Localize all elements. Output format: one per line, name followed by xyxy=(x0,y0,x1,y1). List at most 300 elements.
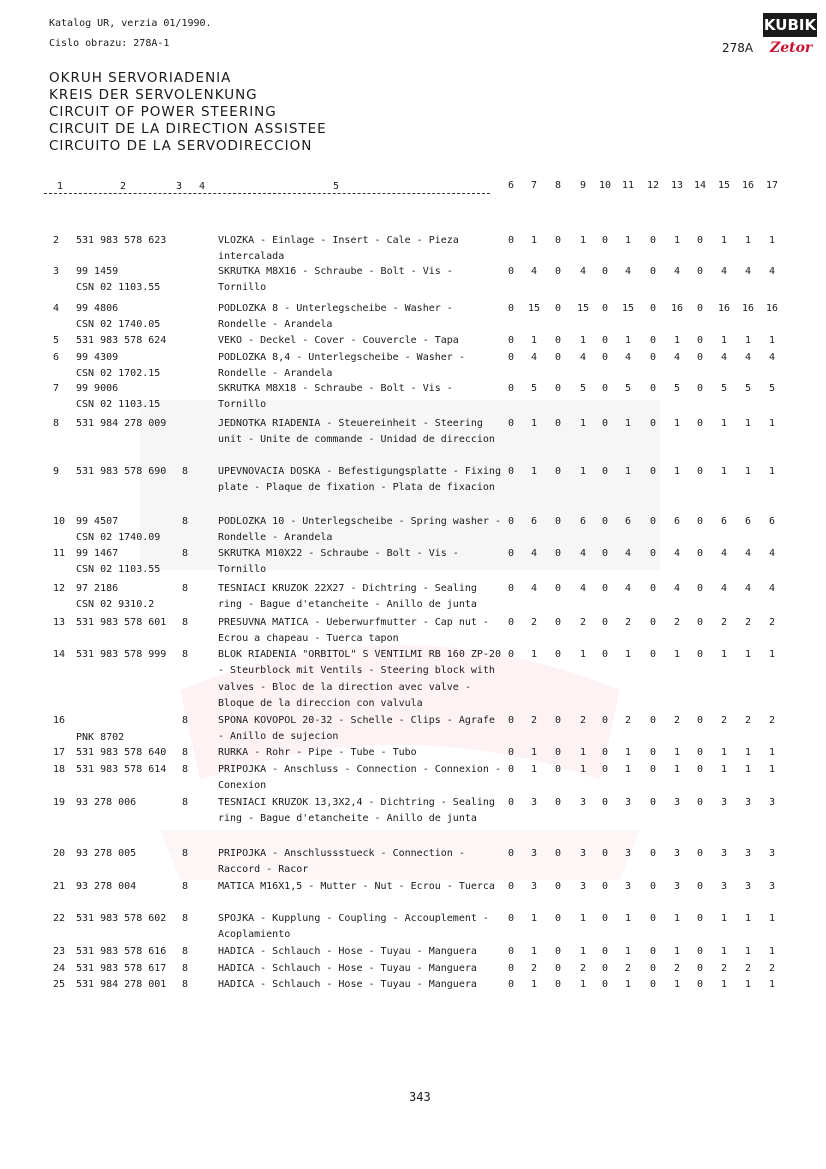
qty-cell: 2 xyxy=(720,715,728,726)
part-standard: CSN 02 1103.15 xyxy=(76,399,161,410)
qty-cell: 0 xyxy=(696,266,704,277)
qty-cell: 0 xyxy=(649,383,657,394)
qty-cell: 3 xyxy=(768,881,776,892)
qty-cell: 16 xyxy=(717,303,731,314)
qty-cell: 1 xyxy=(624,466,632,477)
qty-cell: 3 xyxy=(720,848,728,859)
part-number: 531 983 578 999 xyxy=(76,649,167,660)
qty-header-15: 15 xyxy=(717,180,731,191)
qty-cell: 3 xyxy=(720,881,728,892)
part-number: 97 2186 xyxy=(76,583,119,594)
qty-cell: 4 xyxy=(673,266,681,277)
title-fr: CIRCUIT DE LA DIRECTION ASSISTEE xyxy=(49,121,327,137)
qty-cell: 0 xyxy=(554,649,562,660)
qty-cell: 1 xyxy=(744,649,752,660)
qty-cell: 1 xyxy=(530,747,538,758)
qty-cell: 5 xyxy=(530,383,538,394)
qty-cell: 3 xyxy=(530,848,538,859)
qty-cell: 0 xyxy=(507,617,515,628)
qty-cell: 0 xyxy=(696,979,704,990)
part-number: 531 983 578 614 xyxy=(76,764,167,775)
part-description: TESNIACI KRUZOK 13,3X2,4 - Dichtring - Sealing ring - Bague d'etancheite - Anillo de junta xyxy=(218,797,495,825)
qty-cell: 1 xyxy=(744,235,752,246)
qty-cell: 1 xyxy=(624,235,632,246)
part-number: 531 983 578 640 xyxy=(76,747,167,758)
qty-cell: 0 xyxy=(649,235,657,246)
qty-cell: 0 xyxy=(507,516,515,527)
part-description: VEKO - Deckel - Cover - Couvercle - Tapa xyxy=(218,335,459,346)
qty-cell: 0 xyxy=(507,418,515,429)
part-standard: PNK 8702 xyxy=(76,732,125,743)
qty-cell: 1 xyxy=(768,466,776,477)
qty-cell: 4 xyxy=(579,548,587,559)
qty-cell: 1 xyxy=(624,979,632,990)
qty-cell: 0 xyxy=(507,715,515,726)
part-standard: CSN 02 1103.55 xyxy=(76,564,161,575)
qty-cell: 1 xyxy=(720,913,728,924)
qty-cell: 2 xyxy=(579,715,587,726)
header-rule xyxy=(44,193,490,194)
qty-cell: 1 xyxy=(720,747,728,758)
catalog-group: 8 xyxy=(182,747,189,758)
qty-cell: 0 xyxy=(696,418,704,429)
ref-number: 3 xyxy=(53,266,60,277)
qty-cell: 5 xyxy=(744,383,752,394)
qty-cell: 1 xyxy=(673,946,681,957)
catalog-group: 8 xyxy=(182,913,189,924)
qty-cell: 4 xyxy=(530,548,538,559)
qty-header-7: 7 xyxy=(530,180,538,191)
image-number: Cislo obrazu: 278A-1 xyxy=(49,38,170,49)
qty-cell: 1 xyxy=(624,649,632,660)
qty-cell: 0 xyxy=(696,946,704,957)
qty-cell: 2 xyxy=(744,617,752,628)
qty-cell: 1 xyxy=(579,946,587,957)
qty-cell: 0 xyxy=(601,516,609,527)
qty-cell: 1 xyxy=(673,913,681,924)
part-description: MATICA M16X1,5 - Mutter - Nut - Ecrou - Tuerca xyxy=(218,881,495,892)
qty-cell: 0 xyxy=(649,979,657,990)
part-number: 531 983 578 690 xyxy=(76,466,167,477)
qty-cell: 2 xyxy=(720,617,728,628)
qty-cell: 3 xyxy=(673,881,681,892)
catalog-group: 8 xyxy=(182,963,189,974)
qty-cell: 0 xyxy=(649,764,657,775)
qty-cell: 0 xyxy=(601,548,609,559)
part-number: 531 983 578 602 xyxy=(76,913,167,924)
qty-cell: 5 xyxy=(579,383,587,394)
qty-cell: 1 xyxy=(530,649,538,660)
qty-cell: 1 xyxy=(530,946,538,957)
part-description: RURKA - Rohr - Pipe - Tube - Tubo xyxy=(218,747,417,758)
qty-cell: 16 xyxy=(670,303,684,314)
qty-cell: 0 xyxy=(649,747,657,758)
qty-cell: 0 xyxy=(696,848,704,859)
qty-cell: 0 xyxy=(601,881,609,892)
qty-cell: 4 xyxy=(768,583,776,594)
catalog-group: 8 xyxy=(182,946,189,957)
qty-cell: 5 xyxy=(624,383,632,394)
qty-cell: 0 xyxy=(507,335,515,346)
qty-cell: 2 xyxy=(624,963,632,974)
qty-cell: 1 xyxy=(530,979,538,990)
qty-cell: 0 xyxy=(696,881,704,892)
qty-cell: 1 xyxy=(579,764,587,775)
qty-cell: 0 xyxy=(601,418,609,429)
qty-cell: 0 xyxy=(601,583,609,594)
part-description: BLOK RIADENIA "ORBITOL" S VENTILMI RB 160 ZP-20 - Steurblock mit Ventils - Steering block with valves - Bloc de la direction avec valve - Bloque de la direccion con valvula xyxy=(218,649,501,709)
qty-cell: 1 xyxy=(744,979,752,990)
catalog-group: 8 xyxy=(182,715,189,726)
qty-cell: 3 xyxy=(624,881,632,892)
part-standard: CSN 02 1702.15 xyxy=(76,368,161,379)
part-number: 99 4806 xyxy=(76,303,119,314)
qty-cell: 4 xyxy=(530,583,538,594)
qty-cell: 0 xyxy=(696,383,704,394)
qty-cell: 2 xyxy=(768,715,776,726)
qty-cell: 0 xyxy=(554,715,562,726)
part-description: HADICA - Schlauch - Hose - Tuyau - Manguera xyxy=(218,979,477,990)
qty-cell: 0 xyxy=(554,418,562,429)
qty-cell: 1 xyxy=(624,335,632,346)
qty-cell: 2 xyxy=(673,617,681,628)
qty-cell: 4 xyxy=(744,548,752,559)
qty-cell: 0 xyxy=(601,848,609,859)
qty-cell: 0 xyxy=(696,303,704,314)
qty-cell: 5 xyxy=(720,383,728,394)
part-standard: CSN 02 9310.2 xyxy=(76,599,155,610)
qty-cell: 0 xyxy=(507,548,515,559)
ref-number: 16 xyxy=(53,715,66,726)
qty-cell: 1 xyxy=(768,946,776,957)
qty-cell: 0 xyxy=(554,266,562,277)
qty-cell: 2 xyxy=(530,715,538,726)
qty-cell: 2 xyxy=(673,963,681,974)
qty-cell: 1 xyxy=(530,466,538,477)
part-description: PRIPOJKA - Anschlussstueck - Connection - Raccord - Racor xyxy=(218,848,465,876)
part-description: PRESUVNA MATICA - Ueberwurfmutter - Cap nut - Ecrou a chapeau - Tuerca tapon xyxy=(218,617,489,645)
qty-cell: 0 xyxy=(601,764,609,775)
qty-cell: 1 xyxy=(579,649,587,660)
qty-cell: 3 xyxy=(744,797,752,808)
qty-cell: 0 xyxy=(601,352,609,363)
qty-cell: 0 xyxy=(649,797,657,808)
qty-cell: 1 xyxy=(744,747,752,758)
qty-cell: 3 xyxy=(673,797,681,808)
qty-cell: 2 xyxy=(624,715,632,726)
ref-number: 9 xyxy=(53,466,60,477)
qty-cell: 2 xyxy=(579,963,587,974)
ref-number: 4 xyxy=(53,303,60,314)
qty-cell: 0 xyxy=(601,383,609,394)
qty-cell: 0 xyxy=(507,913,515,924)
catalog-group: 8 xyxy=(182,466,189,477)
ref-number: 11 xyxy=(53,548,66,559)
qty-cell: 0 xyxy=(507,979,515,990)
qty-cell: 0 xyxy=(601,303,609,314)
qty-cell: 0 xyxy=(696,913,704,924)
qty-cell: 1 xyxy=(720,946,728,957)
qty-cell: 0 xyxy=(696,649,704,660)
qty-cell: 0 xyxy=(601,747,609,758)
part-number: 93 278 006 xyxy=(76,797,137,808)
part-number: 531 983 578 616 xyxy=(76,946,167,957)
qty-cell: 1 xyxy=(744,466,752,477)
part-description: HADICA - Schlauch - Hose - Tuyau - Manguera xyxy=(218,963,477,974)
figure-reference: 278A xyxy=(722,41,754,55)
catalog-group: 8 xyxy=(182,979,189,990)
qty-cell: 0 xyxy=(554,881,562,892)
qty-cell: 0 xyxy=(507,583,515,594)
part-description: HADICA - Schlauch - Hose - Tuyau - Manguera xyxy=(218,946,477,957)
qty-cell: 4 xyxy=(579,352,587,363)
qty-cell: 1 xyxy=(768,235,776,246)
qty-cell: 1 xyxy=(579,418,587,429)
qty-cell: 3 xyxy=(530,881,538,892)
qty-cell: 15 xyxy=(576,303,590,314)
part-description: PRIPOJKA - Anschluss - Connection - Connexion - Conexion xyxy=(218,764,501,792)
qty-cell: 0 xyxy=(696,335,704,346)
qty-cell: 0 xyxy=(507,235,515,246)
qty-cell: 0 xyxy=(649,516,657,527)
qty-cell: 0 xyxy=(696,797,704,808)
qty-cell: 6 xyxy=(624,516,632,527)
zetor-logo: Zetor xyxy=(770,40,813,56)
qty-cell: 0 xyxy=(601,715,609,726)
col-header-3: 3 xyxy=(176,181,183,192)
catalog-version: Katalog UR, verzia 01/1990. xyxy=(49,18,212,29)
qty-cell: 1 xyxy=(720,979,728,990)
qty-cell: 1 xyxy=(744,335,752,346)
part-description: SKRUTKA M8X16 - Schraube - Bolt - Vis - Tornillo xyxy=(218,266,453,294)
qty-cell: 0 xyxy=(601,617,609,628)
qty-cell: 4 xyxy=(768,548,776,559)
qty-cell: 3 xyxy=(744,881,752,892)
catalog-group: 8 xyxy=(182,516,189,527)
title-sk: OKRUH SERVORIADENIA xyxy=(49,70,232,86)
qty-cell: 4 xyxy=(768,352,776,363)
qty-cell: 0 xyxy=(507,649,515,660)
qty-cell: 4 xyxy=(624,352,632,363)
qty-cell: 0 xyxy=(649,303,657,314)
qty-cell: 0 xyxy=(649,946,657,957)
qty-cell: 2 xyxy=(720,963,728,974)
qty-cell: 0 xyxy=(601,797,609,808)
qty-cell: 0 xyxy=(696,466,704,477)
qty-cell: 1 xyxy=(624,747,632,758)
qty-cell: 16 xyxy=(741,303,755,314)
qty-cell: 4 xyxy=(673,583,681,594)
qty-cell: 0 xyxy=(696,747,704,758)
qty-cell: 3 xyxy=(624,848,632,859)
qty-cell: 0 xyxy=(554,617,562,628)
qty-cell: 1 xyxy=(579,979,587,990)
qty-cell: 4 xyxy=(530,266,538,277)
ref-number: 10 xyxy=(53,516,66,527)
qty-cell: 4 xyxy=(720,352,728,363)
qty-cell: 1 xyxy=(579,913,587,924)
qty-cell: 1 xyxy=(673,235,681,246)
ref-number: 2 xyxy=(53,235,60,246)
qty-cell: 0 xyxy=(696,617,704,628)
part-description: UPEVNOVACIA DOSKA - Befestigungsplatte - Fixing plate - Plaque de fixation - Plata de fixacion xyxy=(218,466,501,494)
qty-cell: 1 xyxy=(673,418,681,429)
qty-cell: 3 xyxy=(579,848,587,859)
qty-cell: 2 xyxy=(530,617,538,628)
qty-cell: 1 xyxy=(744,913,752,924)
qty-cell: 3 xyxy=(744,848,752,859)
qty-cell: 1 xyxy=(579,747,587,758)
qty-cell: 0 xyxy=(696,764,704,775)
qty-cell: 0 xyxy=(696,352,704,363)
qty-cell: 0 xyxy=(649,715,657,726)
qty-cell: 1 xyxy=(720,466,728,477)
qty-cell: 6 xyxy=(744,516,752,527)
part-number: 99 4507 xyxy=(76,516,119,527)
qty-cell: 0 xyxy=(601,649,609,660)
qty-cell: 3 xyxy=(720,797,728,808)
title-block xyxy=(49,70,327,155)
qty-cell: 0 xyxy=(696,516,704,527)
qty-cell: 3 xyxy=(624,797,632,808)
qty-cell: 4 xyxy=(530,352,538,363)
qty-cell: 4 xyxy=(720,583,728,594)
qty-header-11: 11 xyxy=(621,180,635,191)
part-number: 99 1459 xyxy=(76,266,119,277)
qty-cell: 4 xyxy=(768,266,776,277)
qty-cell: 0 xyxy=(507,963,515,974)
ref-number: 24 xyxy=(53,963,66,974)
qty-cell: 4 xyxy=(624,548,632,559)
qty-cell: 0 xyxy=(696,715,704,726)
qty-cell: 1 xyxy=(530,235,538,246)
qty-cell: 4 xyxy=(579,583,587,594)
part-number: 531 983 578 624 xyxy=(76,335,167,346)
part-standard: CSN 02 1103.55 xyxy=(76,282,161,293)
col-header-4: 4 xyxy=(199,181,206,192)
qty-cell: 0 xyxy=(649,913,657,924)
qty-cell: 0 xyxy=(649,266,657,277)
qty-cell: 0 xyxy=(554,548,562,559)
qty-header-16: 16 xyxy=(741,180,755,191)
qty-cell: 1 xyxy=(744,764,752,775)
qty-cell: 2 xyxy=(768,963,776,974)
qty-cell: 2 xyxy=(624,617,632,628)
qty-cell: 0 xyxy=(554,963,562,974)
qty-cell: 1 xyxy=(673,979,681,990)
ref-number: 18 xyxy=(53,764,66,775)
qty-cell: 0 xyxy=(554,764,562,775)
qty-cell: 4 xyxy=(624,266,632,277)
part-number: 531 984 278 001 xyxy=(76,979,167,990)
qty-cell: 0 xyxy=(649,548,657,559)
part-standard: CSN 02 1740.09 xyxy=(76,532,161,543)
qty-cell: 0 xyxy=(696,583,704,594)
qty-cell: 6 xyxy=(768,516,776,527)
qty-cell: 0 xyxy=(554,335,562,346)
catalog-group: 8 xyxy=(182,881,189,892)
part-description: TESNIACI KRUZOK 22X27 - Dichtring - Sealing ring - Bague d'etancheite - Anillo de junta xyxy=(218,583,477,611)
qty-cell: 0 xyxy=(554,466,562,477)
qty-cell: 1 xyxy=(530,418,538,429)
part-description: SKRUTKA M8X18 - Schraube - Bolt - Vis - Tornillo xyxy=(218,383,453,411)
qty-cell: 0 xyxy=(601,946,609,957)
qty-header-14: 14 xyxy=(693,180,707,191)
qty-cell: 1 xyxy=(624,418,632,429)
part-number: 99 1467 xyxy=(76,548,119,559)
qty-cell: 0 xyxy=(649,963,657,974)
qty-cell: 5 xyxy=(673,383,681,394)
qty-cell: 3 xyxy=(768,848,776,859)
qty-cell: 3 xyxy=(530,797,538,808)
qty-cell: 0 xyxy=(507,747,515,758)
qty-cell: 0 xyxy=(696,963,704,974)
qty-cell: 0 xyxy=(601,466,609,477)
catalog-group: 8 xyxy=(182,649,189,660)
qty-cell: 1 xyxy=(579,335,587,346)
qty-cell: 6 xyxy=(673,516,681,527)
qty-header-10: 10 xyxy=(598,180,612,191)
qty-cell: 3 xyxy=(768,797,776,808)
catalog-group: 8 xyxy=(182,797,189,808)
part-description: SPOJKA - Kupplung - Coupling - Accouplement - Acoplamiento xyxy=(218,913,489,941)
qty-cell: 0 xyxy=(649,418,657,429)
qty-cell: 0 xyxy=(554,303,562,314)
catalog-group: 8 xyxy=(182,583,189,594)
qty-cell: 2 xyxy=(768,617,776,628)
qty-cell: 0 xyxy=(507,266,515,277)
qty-cell: 0 xyxy=(507,797,515,808)
qty-cell: 1 xyxy=(720,418,728,429)
ref-number: 5 xyxy=(53,335,60,346)
qty-cell: 0 xyxy=(554,516,562,527)
qty-cell: 1 xyxy=(579,235,587,246)
qty-cell: 0 xyxy=(507,466,515,477)
qty-cell: 1 xyxy=(744,418,752,429)
qty-cell: 4 xyxy=(744,352,752,363)
qty-cell: 1 xyxy=(530,764,538,775)
qty-cell: 2 xyxy=(579,617,587,628)
qty-cell: 1 xyxy=(673,764,681,775)
part-description: JEDNOTKA RIADENIA - Steuereinheit - Steering unit - Unite de commande - Unidad de direccion xyxy=(218,418,495,446)
qty-cell: 4 xyxy=(624,583,632,594)
part-number: 531 984 278 009 xyxy=(76,418,167,429)
qty-cell: 4 xyxy=(579,266,587,277)
qty-cell: 1 xyxy=(673,747,681,758)
qty-cell: 15 xyxy=(621,303,635,314)
qty-header-17: 17 xyxy=(765,180,779,191)
qty-cell: 1 xyxy=(768,649,776,660)
title-es: CIRCUITO DE LA SERVODIRECCION xyxy=(49,138,313,154)
ref-number: 25 xyxy=(53,979,66,990)
part-description: PODLOZKA 8 - Unterlegscheibe - Washer - Rondelle - Arandela xyxy=(218,303,453,331)
qty-cell: 1 xyxy=(768,764,776,775)
ref-number: 22 xyxy=(53,913,66,924)
qty-cell: 4 xyxy=(744,583,752,594)
qty-cell: 16 xyxy=(765,303,779,314)
col-header-1: 1 xyxy=(57,181,64,192)
ref-number: 21 xyxy=(53,881,66,892)
qty-cell: 0 xyxy=(554,797,562,808)
qty-cell: 4 xyxy=(673,352,681,363)
qty-cell: 3 xyxy=(673,848,681,859)
qty-cell: 0 xyxy=(649,649,657,660)
qty-cell: 0 xyxy=(696,235,704,246)
part-description: PODLOZKA 8,4 - Unterlegscheibe - Washer - Rondelle - Arandela xyxy=(218,352,465,380)
ref-number: 8 xyxy=(53,418,60,429)
qty-cell: 0 xyxy=(696,548,704,559)
kubik-logo: KUBIK xyxy=(763,13,817,37)
